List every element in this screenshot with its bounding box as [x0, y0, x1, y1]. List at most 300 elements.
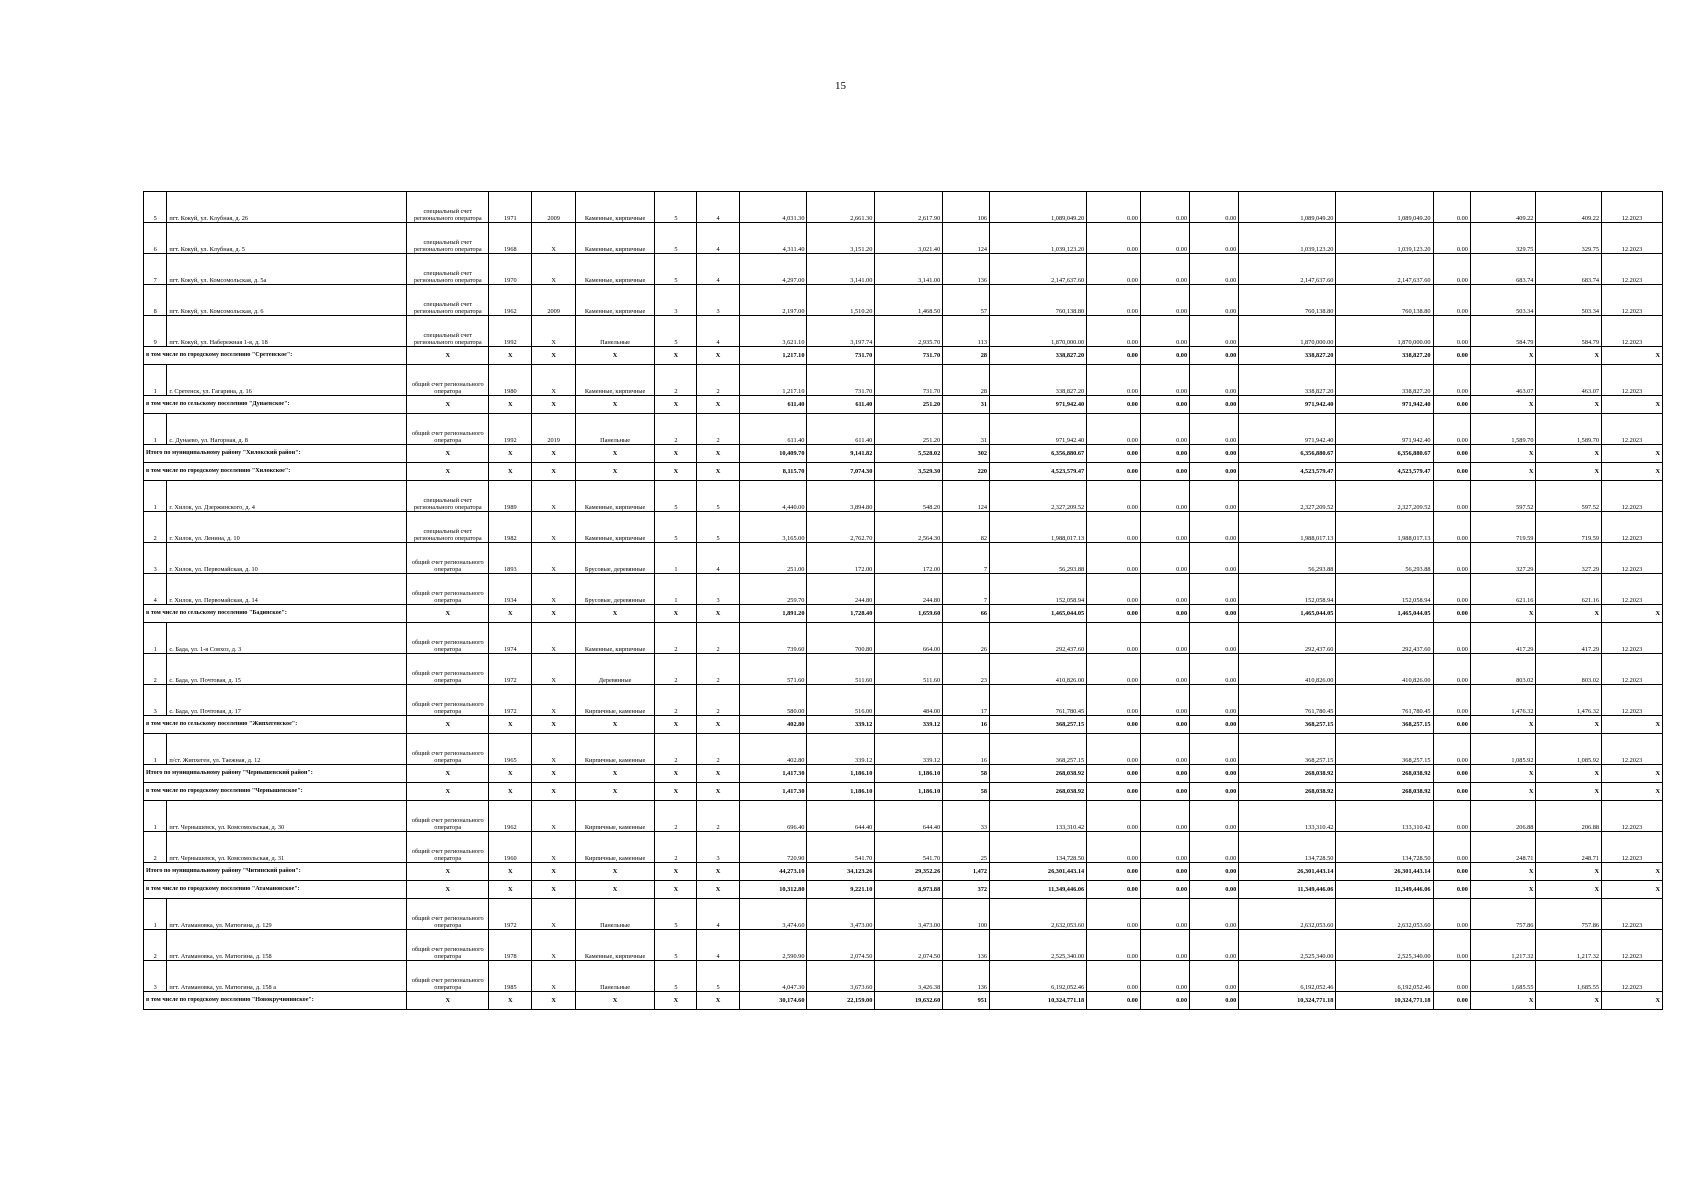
table-cell: 1,186.10: [807, 765, 875, 783]
table-cell: 2,632,053.60: [1336, 899, 1433, 930]
table-cell: 1,891.20: [739, 605, 807, 623]
table-cell: 244.80: [807, 574, 875, 605]
table-cell: Х: [655, 716, 697, 734]
table-cell: 696.40: [739, 801, 807, 832]
table-cell: Х: [655, 863, 697, 881]
table-cell: 760,138.80: [1336, 285, 1433, 316]
housing-register-table: [143, 191, 1663, 1010]
table-cell: 5: [697, 512, 739, 543]
table-cell: 1971: [489, 192, 532, 223]
table-cell: 2: [655, 734, 697, 765]
table-cell: общий счет регионального оператора: [407, 543, 489, 574]
table-cell: 6,356,880.67: [1336, 445, 1433, 463]
table-cell: 0.00: [1190, 396, 1239, 414]
table-cell: 2,074.50: [875, 930, 943, 961]
table-cell: 248.71: [1536, 832, 1602, 863]
table-cell: Х: [1536, 716, 1602, 734]
table-cell: 0.00: [1087, 365, 1141, 396]
table-cell: 971,942.40: [1239, 414, 1336, 445]
table-cell: 172.00: [875, 543, 943, 574]
table-cell: 368,257.15: [1336, 716, 1433, 734]
page-number: 15: [835, 80, 846, 92]
table-cell: специальный счет регионального оператора: [407, 223, 489, 254]
table-cell: 1965: [489, 734, 532, 765]
table-cell: 0.00: [1433, 481, 1470, 512]
table-cell: с. Бада, ул. Почтовая, д. 15: [167, 654, 407, 685]
table-cell: 12.2023: [1602, 899, 1663, 930]
table-cell: 0.00: [1087, 881, 1141, 899]
table-cell: 11,349,446.06: [990, 881, 1087, 899]
table-cell: 463.07: [1536, 365, 1602, 396]
table-cell: Х: [489, 463, 532, 481]
table-cell: 0.00: [1087, 347, 1141, 365]
table-cell: Х: [575, 445, 655, 463]
table-cell: 0.00: [1087, 223, 1141, 254]
table-cell: 0.00: [1140, 765, 1189, 783]
table-cell: 2: [655, 623, 697, 654]
table-cell: 0.00: [1140, 543, 1189, 574]
table-row: [144, 832, 1663, 863]
table-cell: 951: [943, 992, 990, 1010]
subtotal-label: в том числе по городскому поселению "Атамановское":: [144, 881, 407, 899]
table-cell: 0.00: [1190, 285, 1239, 316]
table-cell: 2,197.00: [739, 285, 807, 316]
table-cell: 0.00: [1190, 899, 1239, 930]
table-cell: 1,870,000.00: [990, 316, 1087, 347]
table-cell: 1974: [489, 623, 532, 654]
table-cell: Х: [532, 930, 575, 961]
table-cell: 12.2023: [1602, 223, 1663, 254]
table-cell: 3: [144, 961, 167, 992]
table-cell: 12.2023: [1602, 930, 1663, 961]
table-cell: Х: [697, 445, 739, 463]
table-cell: 3,141.00: [875, 254, 943, 285]
table-cell: Х: [1470, 396, 1536, 414]
table-cell: 0.00: [1087, 512, 1141, 543]
table-cell: 0.00: [1433, 930, 1470, 961]
table-cell: Х: [1602, 783, 1663, 801]
table-cell: 0.00: [1087, 863, 1141, 881]
table-cell: 12.2023: [1602, 623, 1663, 654]
table-cell: 417.29: [1536, 623, 1602, 654]
table-cell: 0.00: [1087, 783, 1141, 801]
table-cell: 12.2023: [1602, 365, 1663, 396]
table-cell: 0.00: [1433, 512, 1470, 543]
table-cell: 31: [943, 396, 990, 414]
table-row: [144, 254, 1663, 285]
table-cell: Х: [532, 863, 575, 881]
table-cell: 803.02: [1536, 654, 1602, 685]
table-cell: Х: [407, 881, 489, 899]
table-cell: 152,058.94: [1239, 574, 1336, 605]
table-row: [144, 623, 1663, 654]
table-cell: 503.34: [1470, 285, 1536, 316]
table-cell: 1: [144, 365, 167, 396]
table-cell: 0.00: [1087, 765, 1141, 783]
table-cell: 484.00: [875, 685, 943, 716]
table-cell: Х: [697, 992, 739, 1010]
table-cell: 338,827.20: [1336, 347, 1433, 365]
table-cell: Х: [655, 992, 697, 1010]
table-cell: 1,089,049.20: [990, 192, 1087, 223]
table-cell: Х: [575, 463, 655, 481]
table-cell: 0.00: [1087, 574, 1141, 605]
table-cell: 0.00: [1087, 623, 1141, 654]
table-cell: 5: [655, 192, 697, 223]
subtotal-row: [144, 605, 1663, 623]
table-cell: Х: [655, 463, 697, 481]
table-cell: Кирпичные, каменные: [575, 801, 655, 832]
table-cell: 10,409.70: [739, 445, 807, 463]
table-cell: Х: [532, 512, 575, 543]
table-cell: 1989: [489, 481, 532, 512]
table-cell: 12.2023: [1602, 481, 1663, 512]
table-cell: 2,147,637.60: [990, 254, 1087, 285]
table-row: [144, 930, 1663, 961]
table-cell: общий счет регионального оператора: [407, 414, 489, 445]
table-cell: 0.00: [1140, 254, 1189, 285]
table-cell: специальный счет регионального оператора: [407, 512, 489, 543]
table-cell: 0.00: [1433, 192, 1470, 223]
table-cell: 1,465,044.05: [990, 605, 1087, 623]
table-cell: 12.2023: [1602, 316, 1663, 347]
table-cell: Х: [1536, 347, 1602, 365]
table-cell: пгт. Атамановка, ул. Матюгина, д. 158 а: [167, 961, 407, 992]
table-cell: 0.00: [1087, 654, 1141, 685]
table-cell: Х: [1536, 765, 1602, 783]
table-cell: 4,523,579.47: [1239, 463, 1336, 481]
table-cell: 0.00: [1433, 605, 1470, 623]
table-cell: 5: [655, 316, 697, 347]
table-cell: 761,780.45: [1336, 685, 1433, 716]
table-cell: Х: [1470, 463, 1536, 481]
table-cell: 268,038.92: [1239, 765, 1336, 783]
table-cell: Каменные, кирпичные: [575, 254, 655, 285]
table-cell: 1960: [489, 832, 532, 863]
table-cell: с. Бада, ул. Почтовая, д. 17: [167, 685, 407, 716]
table-cell: 1,476.32: [1536, 685, 1602, 716]
table-cell: общий счет регионального оператора: [407, 734, 489, 765]
table-row: [144, 481, 1663, 512]
table-cell: 0.00: [1087, 285, 1141, 316]
table-cell: 172.00: [807, 543, 875, 574]
table-cell: 683.74: [1536, 254, 1602, 285]
table-cell: 2,525,340.00: [990, 930, 1087, 961]
subtotal-row: [144, 783, 1663, 801]
subtotal-row: [144, 881, 1663, 899]
table-cell: 3,673.60: [807, 961, 875, 992]
table-cell: Х: [1536, 992, 1602, 1010]
table-cell: 1,468.50: [875, 285, 943, 316]
table-cell: 28: [943, 365, 990, 396]
table-cell: Х: [697, 863, 739, 881]
subtotal-row: [144, 347, 1663, 365]
table-cell: 0.00: [1140, 961, 1189, 992]
table-cell: 4,523,579.47: [990, 463, 1087, 481]
table-cell: 1,217.10: [739, 365, 807, 396]
table-cell: 0.00: [1087, 254, 1141, 285]
table-cell: п/ст. Жипхеген, ул. Таежная, д. 12: [167, 734, 407, 765]
table-cell: 12.2023: [1602, 685, 1663, 716]
table-cell: 597.52: [1536, 481, 1602, 512]
table-cell: 1992: [489, 414, 532, 445]
table-cell: 4: [697, 899, 739, 930]
subtotal-label: в том числе по сельскому поселению "Жипхегенское":: [144, 716, 407, 734]
table-cell: 621.16: [1470, 574, 1536, 605]
table-cell: 220: [943, 463, 990, 481]
subtotal-row: [144, 765, 1663, 783]
table-row: [144, 654, 1663, 685]
table-cell: Х: [532, 605, 575, 623]
table-cell: 12.2023: [1602, 654, 1663, 685]
table-cell: 134,728.50: [990, 832, 1087, 863]
table-cell: 0.00: [1433, 881, 1470, 899]
table-row: [144, 192, 1663, 223]
table-cell: пгт. Кокуй, ул. Комсомольская, д. 6: [167, 285, 407, 316]
table-cell: 3,473.00: [875, 899, 943, 930]
table-row: [144, 899, 1663, 930]
table-cell: 719.59: [1536, 512, 1602, 543]
table-cell: общий счет регионального оператора: [407, 961, 489, 992]
table-cell: 133,310.42: [1336, 801, 1433, 832]
table-cell: 9: [144, 316, 167, 347]
table-cell: Х: [1470, 347, 1536, 365]
table-cell: 3,473.00: [807, 899, 875, 930]
table-cell: 23: [943, 654, 990, 685]
table-cell: Х: [532, 396, 575, 414]
table-cell: 2: [144, 930, 167, 961]
table-cell: Х: [407, 463, 489, 481]
table-row: [144, 801, 1663, 832]
table-cell: 339.12: [807, 716, 875, 734]
table-cell: 368,257.15: [1239, 734, 1336, 765]
table-cell: 368,257.15: [1336, 734, 1433, 765]
table-cell: 12.2023: [1602, 574, 1663, 605]
table-cell: 1,510.20: [807, 285, 875, 316]
table-cell: 329.75: [1536, 223, 1602, 254]
table-cell: 1,089,049.20: [1239, 192, 1336, 223]
table-cell: Х: [575, 881, 655, 899]
table-cell: 12.2023: [1602, 192, 1663, 223]
table-cell: 5: [697, 481, 739, 512]
table-cell: пгт. Чернышевск, ул. Комсомольская, д. 31: [167, 832, 407, 863]
table-cell: 1: [655, 574, 697, 605]
table-cell: 368,257.15: [990, 716, 1087, 734]
table-cell: 1,217.32: [1470, 930, 1536, 961]
table-cell: Х: [697, 396, 739, 414]
table-cell: 1985: [489, 961, 532, 992]
table-cell: 731.70: [875, 347, 943, 365]
table-cell: 409.22: [1536, 192, 1602, 223]
table-cell: Х: [697, 605, 739, 623]
table-cell: 971,942.40: [990, 396, 1087, 414]
table-cell: Х: [655, 605, 697, 623]
table-cell: Х: [1602, 716, 1663, 734]
table-cell: 0.00: [1140, 414, 1189, 445]
table-cell: 2,327,209.52: [990, 481, 1087, 512]
table-cell: 5: [655, 961, 697, 992]
table-cell: 0.00: [1433, 734, 1470, 765]
table-cell: 26: [943, 623, 990, 654]
table-row: [144, 316, 1663, 347]
table-cell: 338,827.20: [1239, 347, 1336, 365]
table-cell: 402.80: [739, 734, 807, 765]
table-cell: 3: [697, 574, 739, 605]
table-cell: 2: [697, 734, 739, 765]
table-cell: 58: [943, 783, 990, 801]
table-cell: 971,942.40: [1239, 396, 1336, 414]
table-cell: 0.00: [1140, 463, 1189, 481]
table-cell: 0.00: [1140, 930, 1189, 961]
table-cell: 7,074.30: [807, 463, 875, 481]
table-cell: специальный счет регионального оператора: [407, 316, 489, 347]
table-cell: Х: [532, 899, 575, 930]
table-cell: 719.59: [1470, 512, 1536, 543]
table-cell: 644.40: [875, 801, 943, 832]
table-cell: 597.52: [1470, 481, 1536, 512]
table-cell: 16: [943, 716, 990, 734]
table-cell: 12.2023: [1602, 512, 1663, 543]
table-cell: Панельные: [575, 316, 655, 347]
table-cell: 2: [697, 414, 739, 445]
table-cell: Х: [1536, 863, 1602, 881]
table-cell: 548.20: [875, 481, 943, 512]
table-cell: 0.00: [1190, 623, 1239, 654]
table-cell: 0.00: [1433, 365, 1470, 396]
table-cell: 1972: [489, 899, 532, 930]
table-cell: 0.00: [1140, 347, 1189, 365]
table-cell: Х: [1470, 445, 1536, 463]
table-cell: 2019: [532, 414, 575, 445]
table-cell: 3,474.60: [739, 899, 807, 930]
table-cell: 113: [943, 316, 990, 347]
table-cell: Х: [1470, 992, 1536, 1010]
table-cell: 2,564.30: [875, 512, 943, 543]
table-cell: 124: [943, 481, 990, 512]
table-cell: 6,192,052.46: [990, 961, 1087, 992]
table-cell: 1,039,123.20: [1336, 223, 1433, 254]
table-cell: 1,186.10: [875, 783, 943, 801]
table-cell: Х: [532, 992, 575, 1010]
table-row: [144, 512, 1663, 543]
table-cell: 1,186.10: [875, 765, 943, 783]
table-cell: 1,089,049.20: [1336, 192, 1433, 223]
table-cell: 2,074.50: [807, 930, 875, 961]
table-cell: Х: [1602, 445, 1663, 463]
table-cell: 5: [655, 512, 697, 543]
table-cell: Х: [532, 623, 575, 654]
table-cell: Х: [697, 783, 739, 801]
table-cell: 34,123.26: [807, 863, 875, 881]
table-cell: 0.00: [1190, 316, 1239, 347]
table-cell: 16: [943, 734, 990, 765]
table-cell: 0.00: [1433, 574, 1470, 605]
table-cell: Х: [697, 463, 739, 481]
table-row: [144, 365, 1663, 396]
table-cell: Панельные: [575, 961, 655, 992]
table-cell: Х: [1602, 881, 1663, 899]
table-cell: общий счет регионального оператора: [407, 930, 489, 961]
table-cell: Х: [489, 863, 532, 881]
table-cell: общий счет регионального оператора: [407, 654, 489, 685]
table-cell: 971,942.40: [1336, 414, 1433, 445]
table-cell: 1,659.60: [875, 605, 943, 623]
table-cell: 4: [697, 316, 739, 347]
table-cell: Х: [489, 445, 532, 463]
table-cell: 4,523,579.47: [1336, 463, 1433, 481]
table-cell: 302: [943, 445, 990, 463]
table-cell: 0.00: [1140, 192, 1189, 223]
subtotal-label: Итого по муниципальному району "Чернышевский район":: [144, 765, 407, 783]
table-cell: Х: [575, 863, 655, 881]
subtotal-label: в том числе по городскому поселению "Новокручининское":: [144, 992, 407, 1010]
table-cell: 0.00: [1087, 396, 1141, 414]
table-cell: Х: [532, 445, 575, 463]
table-cell: 9,221.10: [807, 881, 875, 899]
table-cell: 44,273.10: [739, 863, 807, 881]
table-cell: 0.00: [1190, 414, 1239, 445]
table-cell: 7: [144, 254, 167, 285]
table-cell: 0.00: [1190, 863, 1239, 881]
table-cell: 268,038.92: [990, 783, 1087, 801]
table-cell: Х: [407, 716, 489, 734]
table-cell: 372: [943, 881, 990, 899]
table-cell: 1,217.32: [1536, 930, 1602, 961]
table-cell: Х: [1602, 396, 1663, 414]
table-cell: 259.70: [739, 574, 807, 605]
table-cell: 329.75: [1470, 223, 1536, 254]
table-cell: Х: [407, 445, 489, 463]
table-cell: 1,417.30: [739, 783, 807, 801]
subtotal-label: в том числе по городскому поселению "Хилокское":: [144, 463, 407, 481]
table-cell: 327.29: [1536, 543, 1602, 574]
table-cell: 12.2023: [1602, 285, 1663, 316]
table-cell: 1980: [489, 365, 532, 396]
table-cell: 644.40: [807, 801, 875, 832]
table-cell: 19,632.60: [875, 992, 943, 1010]
table-cell: 541.70: [807, 832, 875, 863]
table-cell: 2,935.70: [875, 316, 943, 347]
table-cell: 10,324,771.18: [1239, 992, 1336, 1010]
table-cell: 0.00: [1087, 605, 1141, 623]
table-cell: Х: [697, 347, 739, 365]
table-cell: 2,525,340.00: [1336, 930, 1433, 961]
table-cell: 12.2023: [1602, 414, 1663, 445]
table-cell: 4: [697, 543, 739, 574]
table-cell: 2,525,340.00: [1239, 930, 1336, 961]
table-cell: 8: [144, 285, 167, 316]
table-cell: 5: [655, 481, 697, 512]
table-cell: пгт. Кокуй, ул. Набережная 1-я, д. 18: [167, 316, 407, 347]
table-cell: 3,197.74: [807, 316, 875, 347]
table-cell: Х: [1536, 396, 1602, 414]
table-cell: 3,426.38: [875, 961, 943, 992]
table-cell: 971,942.40: [1336, 396, 1433, 414]
table-cell: 1: [144, 734, 167, 765]
table-cell: 26,301,443.14: [990, 863, 1087, 881]
table-cell: Х: [532, 832, 575, 863]
table-cell: 2,147,637.60: [1239, 254, 1336, 285]
table-cell: 0.00: [1140, 992, 1189, 1010]
subtotal-label: в том числе по сельскому поселению "Дунаевское":: [144, 396, 407, 414]
table-cell: Х: [489, 605, 532, 623]
table-cell: г. Хилок, ул. Первомайская, д. 10: [167, 543, 407, 574]
table-cell: 1992: [489, 316, 532, 347]
table-cell: 2,327,209.52: [1336, 481, 1433, 512]
table-cell: 3,151.20: [807, 223, 875, 254]
table-cell: 3,894.80: [807, 481, 875, 512]
table-cell: 0.00: [1140, 801, 1189, 832]
